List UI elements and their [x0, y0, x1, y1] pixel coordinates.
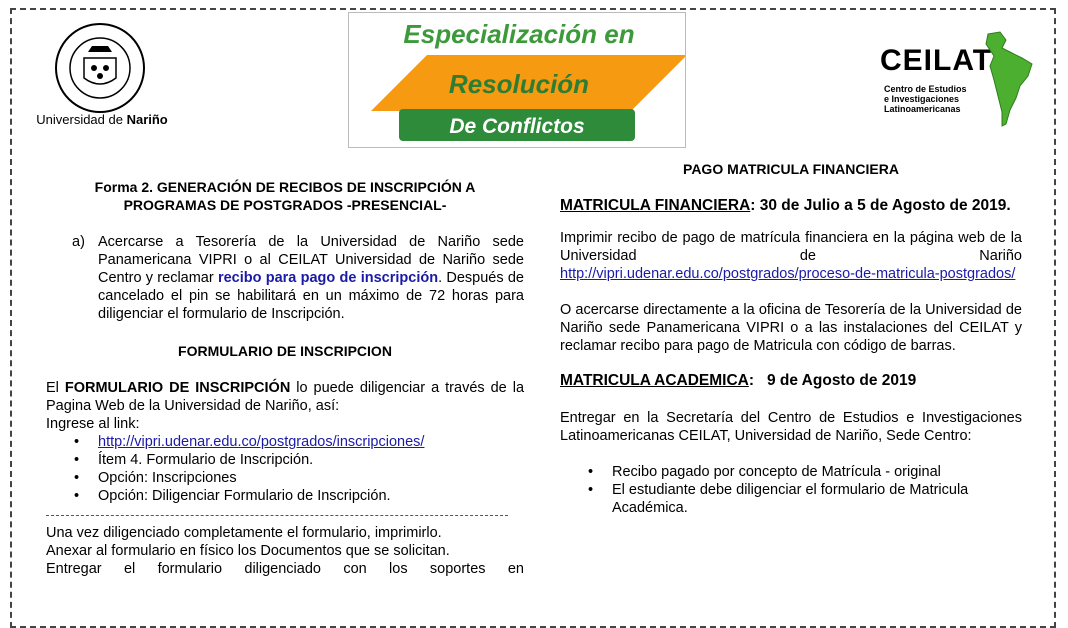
financial-enrollment-dates: MATRICULA FINANCIERA: 30 de Julio a 5 de Agosto de 2019.: [560, 197, 1011, 214]
inscription-receipt-text: recibo para pago de inscripción: [217, 270, 439, 286]
banner-line2: Resolución: [448, 69, 590, 99]
list-item[interactable]: [98, 433, 524, 451]
payment-heading: PAGO MATRICULA FINANCIERA: [683, 161, 899, 177]
academic-requirements-list: [560, 463, 1022, 517]
program-banner: [348, 12, 686, 148]
banner-line1: Especialización en: [403, 19, 635, 49]
header: [0, 0, 1068, 150]
academic-instructions: Entregar en la Secretaría del Centro de Estudios e Investigaciones Latinoamericanas CEILAT, Universidad de Nariño, Sede Centro:: [560, 410, 1022, 444]
inscripciones-link[interactable]: http://vipri.udenar.edu.co/postgrados/inscripciones/: [98, 434, 425, 450]
form-steps-list: [46, 433, 524, 505]
udenar-logo: [32, 22, 172, 132]
matricula-link[interactable]: http://vipri.udenar.edu.co/postgrados/proceso-de-matricula-postgrados/: [560, 266, 1016, 282]
dashed-divider: [46, 515, 508, 516]
list-item: • Opción: Inscripciones: [98, 469, 524, 487]
right-column: [560, 160, 1022, 517]
ceilat-subtitle: Centro de Estudios e Investigaciones Latinoamericanas: [884, 84, 967, 114]
ceilat-logo: [880, 36, 1060, 136]
latin-america-map-icon: [980, 30, 1040, 130]
item-a-text: Acercarse a Tesorería de la Universidad de Nariño sede Panamericana VIPRI o al CEILAT Universidad de Nariño sede Centro y reclamar recibo para pago de inscripción. Después de cancelado el pin se habilitará en un máximo de 72 horas para diligenciar el formulario de Inscripción.: [98, 234, 524, 322]
banner-line3: De Conflictos: [449, 115, 585, 138]
list-item: • Opción: Diligenciar Formulario de Inscripción.: [98, 487, 524, 505]
list-item: • Ítem 4. Formulario de Inscripción.: [98, 451, 524, 469]
after-instructions: Una vez diligenciado completamente el formulario, imprimirlo. Anexar al formulario en físico los Documentos que se solicitan. Entregar el formulario diligenciado con los soportes en: [46, 525, 524, 577]
form-title: Forma 2. GENERACIÓN DE RECIBOS DE INSCRIPCIÓN A PROGRAMAS DE POSTGRADOS -PRESENCIAL-: [94, 179, 476, 213]
udenar-seal-icon: [54, 22, 146, 114]
form-paragraph: El FORMULARIO DE INSCRIPCIÓN lo puede diligenciar a través de la Pagina Web de la Universidad de Nariño, así:: [46, 380, 525, 414]
academic-enrollment-date: MATRICULA ACADEMICA: 9 de Agosto de 2019: [560, 372, 917, 389]
item-a-marker: a): [72, 234, 85, 250]
financial-instructions: Imprimir recibo de pago de matrícula financiera en la página web de la Universidad de Nariño http://vipri.udenar.edu.co/postgrados/proceso-de-matricula-postgrados/: [560, 230, 1022, 282]
financial-alternative: O acercarse directamente a la oficina de Tesorería de la Universidad de Nariño sede Panamericana VIPRI o a las instalaciones del CEILAT y reclamar recibo para pago de Matricula con código de barras.: [560, 302, 1022, 354]
list-item: • El estudiante debe diligenciar el formulario de Matricula Académica.: [612, 481, 1022, 517]
form-link-intro: Ingrese al link:: [46, 416, 140, 432]
udenar-name: Universidad de Nariño: [36, 112, 168, 127]
item-a: [46, 233, 524, 323]
left-column: [46, 178, 524, 578]
form-heading: FORMULARIO DE INSCRIPCION: [178, 343, 392, 359]
list-item: • Recibo pagado por concepto de Matrícula - original: [612, 463, 1022, 481]
ceilat-title: CEILAT: [880, 44, 993, 77]
banner-graphic: [349, 13, 686, 148]
